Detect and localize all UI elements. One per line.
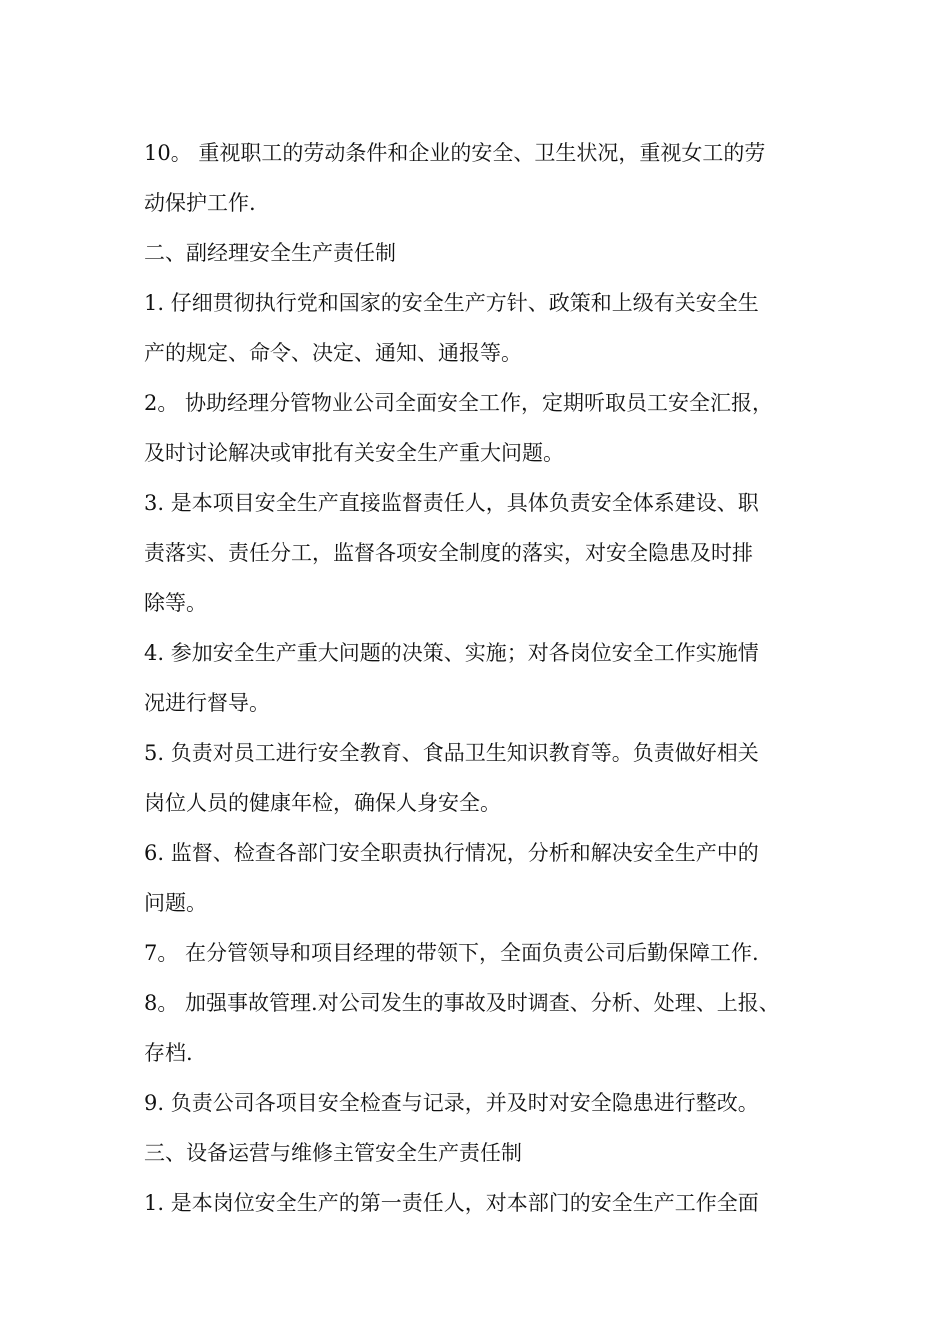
text-line: 除等。 xyxy=(144,591,207,615)
text-line: 存档. xyxy=(144,1041,193,1065)
text-line: 2。 协助经理分管物业公司全面安全工作，定期听取员工安全汇报， xyxy=(144,391,774,415)
text-line: 岗位人员的健康年检，确保人身安全。 xyxy=(144,791,501,815)
text-line: 产的规定、命令、决定、通知、通报等。 xyxy=(144,341,522,365)
item-2 xyxy=(144,378,834,478)
item-1 xyxy=(144,278,834,378)
text-line: 5. 负责对员工进行安全教育、食品卫生知识教育等。负责做好相关 xyxy=(144,741,759,765)
item-9 xyxy=(144,1078,834,1128)
text-line: 8。 加强事故管理.对公司发生的事故及时调查、分析、处理、上报、 xyxy=(144,991,780,1015)
text-line: 问题。 xyxy=(144,891,207,915)
item-1-equipment xyxy=(144,1178,834,1228)
item-4 xyxy=(144,628,834,728)
text-line: 10。 重视职工的劳动条件和企业的安全、卫生状况，重视女工的劳 xyxy=(144,141,766,165)
text-line: 3. 是本项目安全生产直接监督责任人，具体负责安全体系建设、职 xyxy=(144,491,759,515)
item-6 xyxy=(144,828,834,928)
item-8 xyxy=(144,978,834,1078)
item-10-chairman xyxy=(144,128,834,228)
text-line: 1. 是本岗位安全生产的第一责任人，对本部门的安全生产工作全面 xyxy=(144,1191,759,1215)
text-line: 4. 参加安全生产重大问题的决策、实施；对各岗位安全工作实施情 xyxy=(144,641,759,665)
item-5 xyxy=(144,728,834,828)
text-line: 9. 负责公司各项目安全检查与记录，并及时对安全隐患进行整改。 xyxy=(144,1091,759,1115)
text-line: 1. 仔细贯彻执行党和国家的安全生产方针、政策和上级有关安全生 xyxy=(144,291,759,315)
section-heading-deputy-manager: 二、副经理安全生产责任制 xyxy=(144,241,396,265)
document-body xyxy=(144,128,834,1228)
text-line: 6. 监督、检查各部门安全职责执行情况，分析和解决安全生产中的 xyxy=(144,841,759,865)
item-7 xyxy=(144,928,834,978)
text-line: 责落实、责任分工，监督各项安全制度的落实，对安全隐患及时排 xyxy=(144,541,753,565)
text-line: 及时讨论解决或审批有关安全生产重大问题。 xyxy=(144,441,564,465)
section-heading-equipment-supervisor: 三、设备运营与维修主管安全生产责任制 xyxy=(144,1141,522,1165)
text-line: 7。 在分管领导和项目经理的带领下，全面负责公司后勤保障工作. xyxy=(144,941,759,965)
item-3 xyxy=(144,478,834,628)
text-line: 况进行督导。 xyxy=(144,691,270,715)
text-line: 动保护工作. xyxy=(144,191,256,215)
